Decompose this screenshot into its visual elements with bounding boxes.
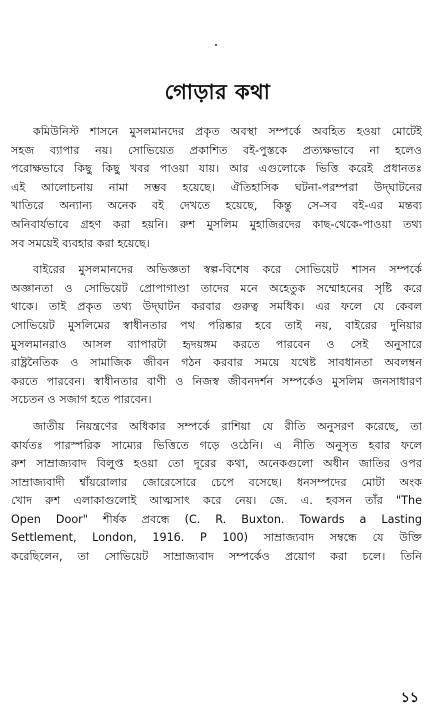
text-line: Settlement, London, 1916. P 100) সাম্রাজ্যবাদ সম্বন্ধে যে উক্তি (11, 531, 422, 545)
text-line: করতে পারবেন। স্বাধীনতার বাণী ও নিজস্ব জীবনদর্শন সম্পর্কেও মুসলিম জনসাধারণ (11, 374, 422, 388)
text-line: রুশ সাম্রাজ্যবাদ বিলুপ্ত হওয়া তো দূরের কথা, অনেকগুলো অধীন জাতির ওপর (11, 457, 422, 471)
paragraph-1 (11, 123, 422, 253)
text-line: সহজ ব্যাপার নয়। সোভিয়েত প্রকাশিত বই-পুস্তকে প্রত্যক্ষভাবে না হলেও (11, 143, 422, 157)
body-text (11, 123, 422, 567)
page-number: ১১ (400, 690, 419, 706)
text-line: রাষ্ট্রনৈতিক ও সামাজিক জীবন গঠন করবার সময়ে যথেষ্ট সাবধানতা অবলম্বন (11, 356, 422, 370)
text-line: অজ্ঞানতা ও সোভিয়েট প্রোপাগাণ্ডা তাদের মনে অহেতুক সম্মোহনের সৃষ্টি করে (11, 281, 422, 295)
text-line: থাকে। তাই প্রকৃত তথ্য উদ্‌ঘাটন করবার গুরুত্ব সমধিক। এর ফলে যে কেবল (11, 300, 422, 314)
text-line: কার্যতঃ পারস্পরিক সাম্যের ভিত্তিতে গড়ে ওঠেনি। এ নীতি অনুসৃত হবার ফলে (11, 438, 422, 452)
text-line: সচেতন ও সজাগ হতে পারবেন। (11, 393, 152, 407)
text-line: সোভিয়েট মুসলিমের স্বাধীনতার পথ পরিষ্কার হবে তাই নয়, বাইরের দুনিয়ার (11, 318, 422, 332)
text-line: খোদ রুশ এলাকাগুলোই আত্মসাৎ করে নেয়। জে. এ. হবসন তাঁর "The (11, 494, 422, 508)
page-speck (215, 44, 217, 46)
text-line: পরোক্ষভাবে কিছু কিছু খবর পাওয়া যায়। আর এগুলোকে ভিত্তি করেই প্রধানতঃ (11, 162, 422, 176)
text-line: খাতিরে অন্যান্য অনেক বই দেখতে হয়েছে, কিন্তু সে-সব বই-এর মন্তব্য (11, 199, 422, 213)
text-line: জাতীয় নিয়ন্ত্রণের অধিকার সম্পর্কে রাশিয়া যে রীতি অনুসরণ করেছে, তা (33, 419, 422, 433)
paragraph-3 (11, 418, 422, 567)
text-line: করেছিলেন, তা সোভিয়েট সাম্রাজ্যবাদ সম্পর্কেও প্রয়োগ করা চলে। তিনি (11, 550, 422, 564)
paragraph-2 (11, 261, 422, 410)
text-line: কমিউনিস্ট শাসনে মুসলমানদের প্রকৃত অবস্থা সম্পর্কে অবহিত হওয়া মোটেই (33, 125, 422, 138)
chapter-title: গোড়ার কথা (164, 80, 271, 105)
text-line: মুসলমানরাও আসল ব্যাপারটা হৃদয়ঙ্গম করতে পারবেন ও সেই অনুসারে (11, 337, 422, 351)
text-line: এই আলোচনায় নামা সম্ভব হয়েছে। ঐতিহাসিক ঘটনা-পরম্পরা উদ্‌ঘাটনের (11, 180, 422, 194)
text-line: Open Door" শীর্ষক প্রবন্ধে (C. R. Buxton. Towards a Lasting (11, 512, 422, 526)
text-line: বাইরের মুসলমানদের অভিজ্ঞতা স্বল্প-বিশেষ করে সোভিয়েট শাসন সম্পর্কে (33, 263, 422, 277)
text-line: সাম্রাজ্যবাদী শ্বাঁয়রোলার জোরেসোরে চেপে বসেছে। ধনসম্পদের মোটা অংক (11, 475, 422, 489)
text-line: অনিবার্যভাবে গ্রহণ করা হয়নি। রুশ মুসলিম মুহাজিরদের কাছ-থেকে-পাওয়া তথ্য (11, 217, 422, 231)
text-line: সব সময়েই ব্যবহার করা হয়েছে। (11, 236, 150, 250)
